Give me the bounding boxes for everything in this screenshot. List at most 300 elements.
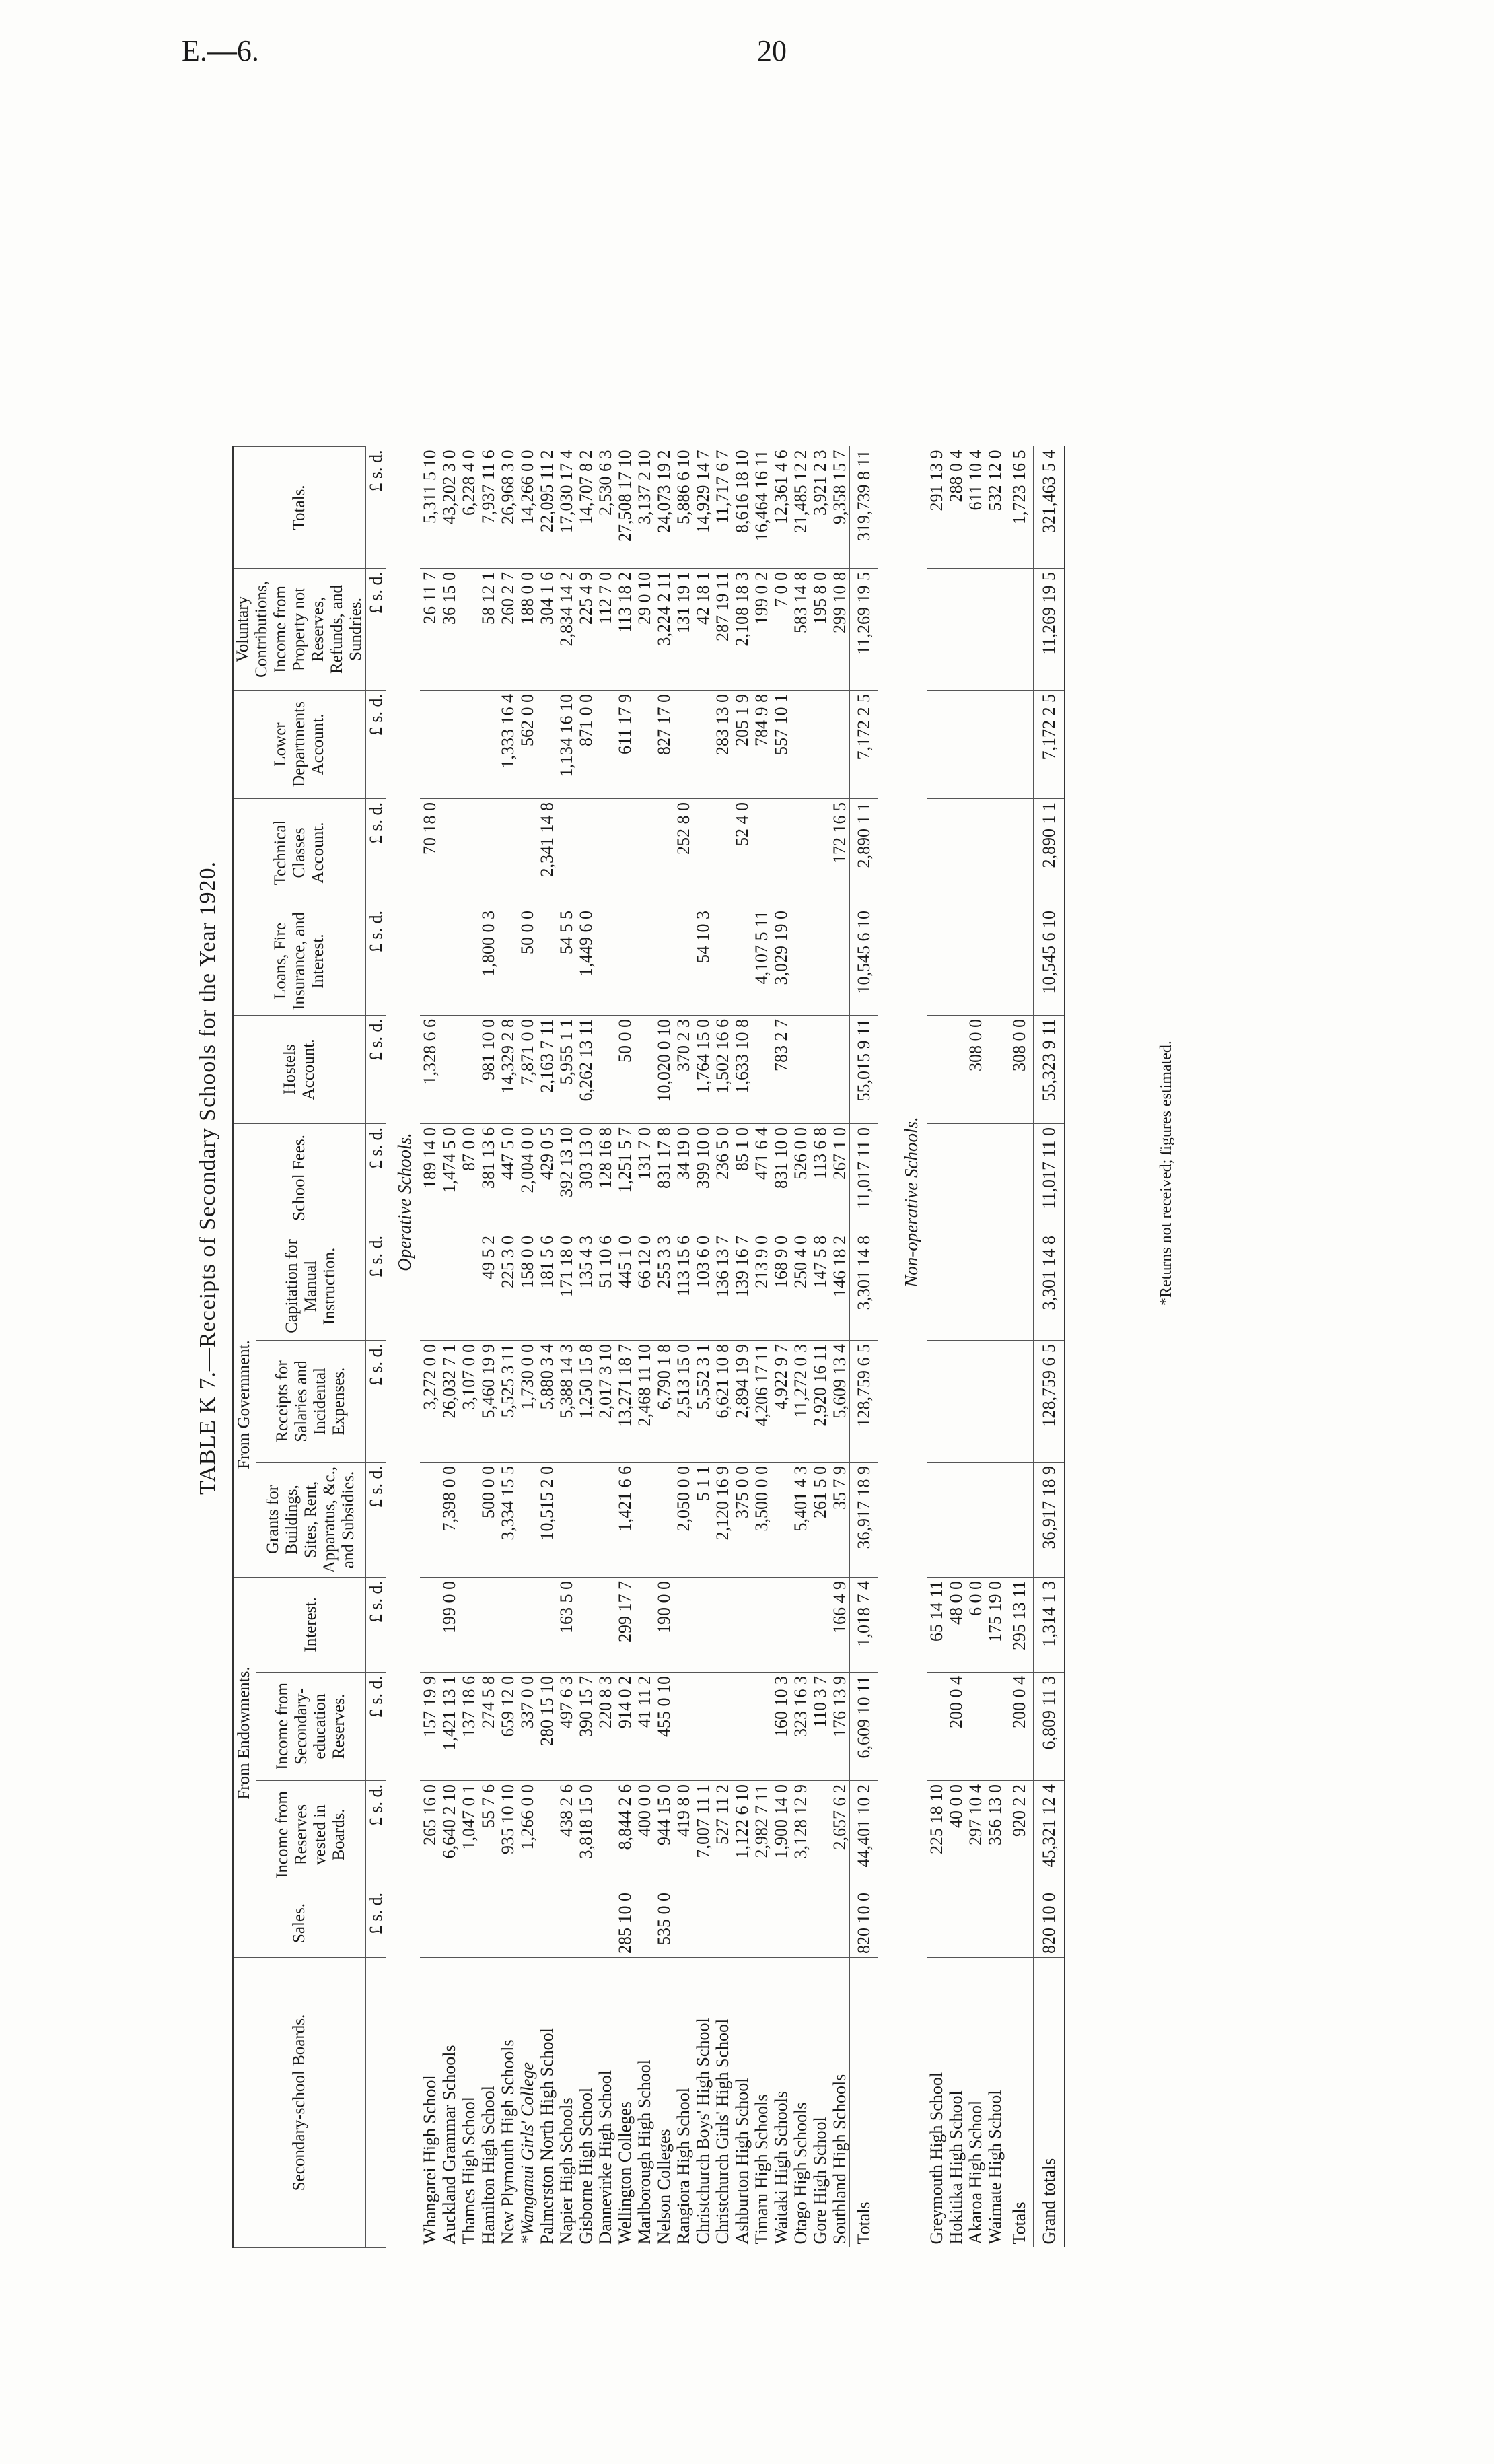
cell-reserves xyxy=(537,1781,557,1889)
cell-loans xyxy=(498,907,518,1016)
col-fees: School Fees. xyxy=(233,1124,366,1232)
cell-sales xyxy=(635,1889,654,1958)
cell-total: 22,095 11 2 xyxy=(537,447,557,569)
cell-loans xyxy=(810,907,830,1016)
cell-hostels: 370 2 3 xyxy=(674,1016,693,1124)
cell-voluntary: 299 10 8 xyxy=(830,569,850,691)
cell-fees: 85 1 0 xyxy=(732,1124,752,1232)
cell-salaries xyxy=(1005,1341,1034,1463)
cell-grants xyxy=(946,1463,966,1578)
table-row xyxy=(693,447,713,2248)
cell-capitation: 3,301 14 8 xyxy=(850,1232,878,1341)
spacer-cell xyxy=(878,447,892,2248)
cell-hostels xyxy=(810,1016,830,1124)
table-row xyxy=(615,447,635,2248)
cell-voluntary: 195 8 0 xyxy=(810,569,830,691)
table-row xyxy=(576,447,596,2248)
cell-interest xyxy=(518,1578,537,1673)
cell-sales xyxy=(459,1889,478,1958)
cell-sec_res: 659 12 0 xyxy=(498,1673,518,1781)
table-row xyxy=(498,447,518,2248)
cell-reserves: 45,321 12 4 xyxy=(1034,1781,1065,1889)
cell-fees: 11,017 11 0 xyxy=(850,1124,878,1232)
cell-salaries: 1,250 15 8 xyxy=(576,1341,596,1463)
cell-lower: 557 10 1 xyxy=(771,691,791,799)
cell-sec_res: 6,609 10 11 xyxy=(850,1673,878,1781)
cell-capitation: 103 6 0 xyxy=(693,1232,713,1341)
cell-interest xyxy=(635,1578,654,1673)
cell-technical xyxy=(791,799,810,907)
cell-grants: 36,917 18 9 xyxy=(1034,1463,1065,1578)
cell-sales xyxy=(752,1889,771,1958)
cell-voluntary: 58 12 1 xyxy=(478,569,498,691)
cell-fees xyxy=(985,1124,1005,1232)
cell-sec_res: 497 6 3 xyxy=(557,1673,576,1781)
cell-hostels: 308 0 0 xyxy=(966,1016,985,1124)
cell-reserves: 920 2 2 xyxy=(1005,1781,1034,1889)
cell-lower xyxy=(537,691,557,799)
units-row xyxy=(366,447,386,2248)
cell-fees: 34 19 0 xyxy=(674,1124,693,1232)
cell-lower xyxy=(693,691,713,799)
cell-interest: 1,314 1 3 xyxy=(1034,1578,1065,1673)
cell-interest xyxy=(674,1578,693,1673)
school-name: Southland High Schools xyxy=(830,2074,849,2245)
cell-reserves: 1,122 6 10 xyxy=(732,1781,752,1889)
cell-hostels xyxy=(791,1016,810,1124)
cell-sales: 285 10 0 xyxy=(615,1889,635,1958)
units-cell: £ s. d. xyxy=(366,1341,386,1463)
school-name: Palmerston North High School xyxy=(537,2028,557,2245)
school-name: Rangiora High School xyxy=(674,2087,693,2245)
cell-sec_res: 176 13 9 xyxy=(830,1673,850,1781)
cell-interest: 175 19 0 xyxy=(985,1578,1005,1673)
school-name: Hamilton High School xyxy=(478,2086,498,2245)
cell-sales xyxy=(596,1889,615,1958)
cell-salaries: 2,468 11 10 xyxy=(635,1341,654,1463)
cell-loans xyxy=(459,907,478,1016)
cell-voluntary: 11,269 19 5 xyxy=(850,569,878,691)
cell-capitation xyxy=(927,1232,946,1341)
cell-loans xyxy=(985,907,1005,1016)
cell-hostels xyxy=(985,1016,1005,1124)
totals-row xyxy=(850,447,878,2248)
col-loans: Loans, Fire Insurance, and Interest. xyxy=(233,907,366,1016)
cell-total: 12,361 4 6 xyxy=(771,447,791,569)
table-row xyxy=(518,447,537,2248)
cell-lower xyxy=(439,691,459,799)
cell-total: 6,228 4 0 xyxy=(459,447,478,569)
col-grants: Grants for Buildings, Sites, Rent, Apparatus, &c., and Subsidies. xyxy=(256,1463,365,1578)
cell-hostels xyxy=(596,1016,615,1124)
cell-capitation: 146 18 2 xyxy=(830,1232,850,1341)
cell-sec_res xyxy=(732,1673,752,1781)
cell-voluntary: 36 15 0 xyxy=(439,569,459,691)
cell-reserves: 2,657 6 2 xyxy=(830,1781,850,1889)
cell-reserves: 2,982 7 11 xyxy=(752,1781,771,1889)
cell-reserves: 438 2 6 xyxy=(557,1781,576,1889)
cell-capitation: 250 4 0 xyxy=(791,1232,810,1341)
cell-sales xyxy=(557,1889,576,1958)
table-row xyxy=(439,447,459,2248)
cell-voluntary: 188 0 0 xyxy=(518,569,537,691)
cell-hostels xyxy=(439,1016,459,1124)
cell-lower xyxy=(596,691,615,799)
cell-sales xyxy=(791,1889,810,1958)
cell-interest: 299 17 7 xyxy=(615,1578,635,1673)
cell-sec_res: 220 8 3 xyxy=(596,1673,615,1781)
table-caption: TABLE K 7.—Receipts of Secondary Schools for the Year 1920. xyxy=(195,860,220,1495)
cell-salaries: 5,552 3 1 xyxy=(693,1341,713,1463)
cell-interest xyxy=(732,1578,752,1673)
cell-technical: 70 18 0 xyxy=(420,799,439,907)
cell-hostels xyxy=(927,1016,946,1124)
cell-reserves: 1,900 14 0 xyxy=(771,1781,791,1889)
section-nonoperative-heading: Non-operative Schools. xyxy=(901,1117,921,1288)
table-row xyxy=(732,447,752,2248)
cell-grants xyxy=(927,1463,946,1578)
units-cell: £ s. d. xyxy=(366,1781,386,1889)
table-row xyxy=(927,447,946,2248)
cell-interest: 1,018 7 4 xyxy=(850,1578,878,1673)
school-name: New Plymouth High Schools xyxy=(498,2039,518,2245)
cell-salaries: 128,759 6 5 xyxy=(1034,1341,1065,1463)
cell-sec_res: 914 0 2 xyxy=(615,1673,635,1781)
units-cell: £ s. d. xyxy=(366,569,386,691)
cell-sales xyxy=(810,1889,830,1958)
cell-sec_res: 274 5 8 xyxy=(478,1673,498,1781)
cell-interest xyxy=(693,1578,713,1673)
cell-fees: 471 6 4 xyxy=(752,1124,771,1232)
cell-sec_res: 6,809 11 3 xyxy=(1034,1673,1065,1781)
cell-fees: 381 13 6 xyxy=(478,1124,498,1232)
cell-loans xyxy=(537,907,557,1016)
spacer-row xyxy=(878,447,892,2248)
cell-capitation xyxy=(985,1232,1005,1341)
school-name: Greymouth High School xyxy=(927,2072,946,2245)
cell-total: 21,485 12 2 xyxy=(791,447,810,569)
cell-interest xyxy=(771,1578,791,1673)
cell-total: 319,739 8 11 xyxy=(850,447,878,569)
cell-grants xyxy=(596,1463,615,1578)
units-cell: £ s. d. xyxy=(366,447,386,569)
cell-capitation: 139 16 7 xyxy=(732,1232,752,1341)
cell-sec_res: 160 10 3 xyxy=(771,1673,791,1781)
school-name: Totals xyxy=(850,1958,878,2248)
cell-technical: 252 8 0 xyxy=(674,799,693,907)
cell-interest xyxy=(420,1578,439,1673)
cell-voluntary: 2,834 14 2 xyxy=(557,569,576,691)
cell-fees: 429 0 5 xyxy=(537,1124,557,1232)
cell-sales xyxy=(420,1889,439,1958)
section-operative-heading: Operative Schools. xyxy=(394,1133,415,1271)
cell-sales xyxy=(966,1889,985,1958)
cell-voluntary: 113 18 2 xyxy=(615,569,635,691)
cell-sec_res: 323 16 3 xyxy=(791,1673,810,1781)
cell-sec_res: 200 0 4 xyxy=(946,1673,966,1781)
units-cell: £ s. d. xyxy=(366,1124,386,1232)
cell-sales xyxy=(946,1889,966,1958)
cell-grants: 3,500 0 0 xyxy=(752,1463,771,1578)
cell-loans xyxy=(615,907,635,1016)
col-sales: Sales. xyxy=(233,1889,366,1958)
col-technical: Technical Classes Account. xyxy=(233,799,366,907)
cell-technical xyxy=(810,799,830,907)
section-nonoperative-row xyxy=(892,447,927,2248)
cell-lower: 283 13 0 xyxy=(713,691,732,799)
cell-reserves: 935 10 10 xyxy=(498,1781,518,1889)
cell-loans xyxy=(713,907,732,1016)
school-name: Hokitika High School xyxy=(946,2090,966,2245)
cell-voluntary xyxy=(1005,569,1034,691)
cell-reserves: 1,266 0 0 xyxy=(518,1781,537,1889)
section-blank xyxy=(386,1958,420,2248)
cell-salaries: 13,271 18 7 xyxy=(615,1341,635,1463)
cell-grants: 5 1 1 xyxy=(693,1463,713,1578)
col-interest: Interest. xyxy=(256,1578,365,1673)
cell-fees: 11,017 11 0 xyxy=(1034,1124,1065,1232)
cell-fees xyxy=(927,1124,946,1232)
cell-lower xyxy=(459,691,478,799)
cell-hostels: 14,329 2 8 xyxy=(498,1016,518,1124)
cell-fees: 831 17 8 xyxy=(654,1124,674,1232)
cell-hostels: 50 0 0 xyxy=(615,1016,635,1124)
cell-salaries: 4,922 9 7 xyxy=(771,1341,791,1463)
cell-sales xyxy=(985,1889,1005,1958)
cell-fees: 87 0 0 xyxy=(459,1124,478,1232)
cell-lower: 611 17 9 xyxy=(615,691,635,799)
cell-loans xyxy=(791,907,810,1016)
section-operative-row xyxy=(386,447,420,2248)
cell-loans: 1,800 0 3 xyxy=(478,907,498,1016)
cell-sales: 535 0 0 xyxy=(654,1889,674,1958)
cell-grants: 3,334 15 5 xyxy=(498,1463,518,1578)
table-row xyxy=(810,447,830,2248)
units-cell: £ s. d. xyxy=(366,1578,386,1673)
school-name: Christchurch Girls' High School xyxy=(713,2018,732,2245)
cell-sales xyxy=(576,1889,596,1958)
cell-salaries: 5,460 19 9 xyxy=(478,1341,498,1463)
cell-capitation xyxy=(966,1232,985,1341)
table-row xyxy=(635,447,654,2248)
cell-lower xyxy=(830,691,850,799)
cell-sec_res xyxy=(966,1673,985,1781)
cell-sales xyxy=(713,1889,732,1958)
cell-interest: 163 5 0 xyxy=(557,1578,576,1673)
cell-fees: 1,474 5 0 xyxy=(439,1124,459,1232)
cell-total: 7,937 11 6 xyxy=(478,447,498,569)
cell-interest xyxy=(459,1578,478,1673)
cell-capitation: 49 5 2 xyxy=(478,1232,498,1341)
table-row xyxy=(557,447,576,2248)
cell-loans xyxy=(654,907,674,1016)
cell-interest: 6 0 0 xyxy=(966,1578,985,1673)
cell-hostels: 55,015 9 11 xyxy=(850,1016,878,1124)
cell-hostels xyxy=(459,1016,478,1124)
cell-salaries: 11,272 0 3 xyxy=(791,1341,810,1463)
school-name: Thames High School xyxy=(459,2096,478,2245)
school-name: Napier High Schools xyxy=(557,2097,576,2245)
cell-capitation: 136 13 7 xyxy=(713,1232,732,1341)
cell-salaries: 5,388 14 3 xyxy=(557,1341,576,1463)
cell-reserves: 419 8 0 xyxy=(674,1781,693,1889)
cell-loans xyxy=(635,907,654,1016)
cell-sales xyxy=(927,1889,946,1958)
cell-total: 26,968 3 0 xyxy=(498,447,518,569)
table-row xyxy=(674,447,693,2248)
school-name: Marlborough High School xyxy=(635,2060,654,2245)
cell-lower xyxy=(478,691,498,799)
cell-capitation xyxy=(420,1232,439,1341)
cell-loans: 1,449 6 0 xyxy=(576,907,596,1016)
col-totals: Totals. xyxy=(233,447,366,569)
cell-sec_res: 110 3 7 xyxy=(810,1673,830,1781)
table-row xyxy=(985,447,1005,2248)
school-name: Dannevirke High School xyxy=(596,2070,615,2245)
cell-sec_res: 200 0 4 xyxy=(1005,1673,1034,1781)
cell-total: 14,266 0 0 xyxy=(518,447,537,569)
cell-sec_res xyxy=(693,1673,713,1781)
cell-lower: 205 1 9 xyxy=(732,691,752,799)
cell-lower xyxy=(810,691,830,799)
cell-fees: 236 5 0 xyxy=(713,1124,732,1232)
school-name: Gisborne High School xyxy=(576,2087,596,2245)
page-number: 20 xyxy=(757,34,787,67)
cell-grants: 2,050 0 0 xyxy=(674,1463,693,1578)
cell-reserves xyxy=(596,1781,615,1889)
cell-reserves: 40 0 0 xyxy=(946,1781,966,1889)
cell-voluntary xyxy=(946,569,966,691)
cell-fees: 2,004 0 0 xyxy=(518,1124,537,1232)
cell-sales xyxy=(478,1889,498,1958)
cell-grants xyxy=(985,1463,1005,1578)
cell-fees xyxy=(1005,1124,1034,1232)
table-row xyxy=(830,447,850,2248)
footnote: *Returns not received; figures estimated. xyxy=(1158,1041,1175,1306)
cell-reserves: 225 18 10 xyxy=(927,1781,946,1889)
cell-loans xyxy=(674,907,693,1016)
cell-technical xyxy=(635,799,654,907)
units-cell: £ s. d. xyxy=(366,1463,386,1578)
cell-technical: 2,890 1 1 xyxy=(1034,799,1065,907)
cell-total: 14,707 8 2 xyxy=(576,447,596,569)
cell-capitation xyxy=(439,1232,459,1341)
cell-sec_res: 390 15 7 xyxy=(576,1673,596,1781)
cell-salaries: 4,206 17 11 xyxy=(752,1341,771,1463)
cell-total: 27,508 17 10 xyxy=(615,447,635,569)
cell-hostels xyxy=(635,1016,654,1124)
cell-sales xyxy=(498,1889,518,1958)
cell-loans xyxy=(966,907,985,1016)
col-voluntary: Voluntary Contributions, Income from Property not Reserves, Refunds, and Sundries. xyxy=(233,569,366,691)
cell-technical: 2,341 14 8 xyxy=(537,799,557,907)
units-cell: £ s. d. xyxy=(366,1232,386,1341)
cell-salaries: 3,272 0 0 xyxy=(420,1341,439,1463)
cell-lower xyxy=(674,691,693,799)
cell-technical xyxy=(596,799,615,907)
cell-grants: 7,398 0 0 xyxy=(439,1463,459,1578)
cell-interest xyxy=(576,1578,596,1673)
table-row xyxy=(478,447,498,2248)
table-row xyxy=(459,447,478,2248)
col-reserves: Income from Reserves vested in Boards. xyxy=(256,1781,365,1889)
cell-voluntary: 287 19 11 xyxy=(713,569,732,691)
table-row xyxy=(537,447,557,2248)
table-row xyxy=(713,447,732,2248)
table-row xyxy=(771,447,791,2248)
school-name: Christchurch Boys' High School xyxy=(693,2018,713,2245)
cell-total: 5,311 5 10 xyxy=(420,447,439,569)
cell-loans xyxy=(596,907,615,1016)
cell-total: 24,073 19 2 xyxy=(654,447,674,569)
cell-grants xyxy=(557,1463,576,1578)
cell-technical xyxy=(771,799,791,907)
cell-grants: 375 0 0 xyxy=(732,1463,752,1578)
school-name: Gore High School xyxy=(810,2117,830,2245)
cell-lower: 784 9 8 xyxy=(752,691,771,799)
cell-reserves: 8,844 2 6 xyxy=(615,1781,635,1889)
cell-technical xyxy=(927,799,946,907)
cell-hostels: 2,163 7 11 xyxy=(537,1016,557,1124)
rotated-table-area xyxy=(195,108,1447,2248)
cell-hostels: 1,328 6 6 xyxy=(420,1016,439,1124)
cell-sec_res xyxy=(713,1673,732,1781)
cell-lower: 7,172 2 5 xyxy=(1034,691,1065,799)
cell-salaries: 6,790 1 8 xyxy=(654,1341,674,1463)
cell-reserves: 527 11 2 xyxy=(713,1781,732,1889)
cell-technical xyxy=(1005,799,1034,907)
cell-lower: 1,134 16 10 xyxy=(557,691,576,799)
cell-technical xyxy=(576,799,596,907)
cell-grants xyxy=(518,1463,537,1578)
cell-hostels: 1,633 10 8 xyxy=(732,1016,752,1124)
cell-voluntary xyxy=(459,569,478,691)
cell-capitation: 113 15 6 xyxy=(674,1232,693,1341)
cell-sec_res: 455 0 10 xyxy=(654,1673,674,1781)
cell-fees: 267 1 0 xyxy=(830,1124,850,1232)
cell-loans xyxy=(946,907,966,1016)
cell-reserves: 3,128 12 9 xyxy=(791,1781,810,1889)
cell-reserves: 7,007 11 1 xyxy=(693,1781,713,1889)
cell-grants: 2,120 16 9 xyxy=(713,1463,732,1578)
cell-interest xyxy=(478,1578,498,1673)
document-code: E.—6. xyxy=(182,34,259,67)
cell-voluntary: 29 0 10 xyxy=(635,569,654,691)
cell-technical xyxy=(557,799,576,907)
cell-grants: 36,917 18 9 xyxy=(850,1463,878,1578)
cell-grants xyxy=(459,1463,478,1578)
cell-sec_res xyxy=(674,1673,693,1781)
receipts-table xyxy=(232,446,1065,2248)
school-name: Waimate High School xyxy=(985,2090,1005,2245)
table-row xyxy=(946,447,966,2248)
cell-voluntary: 131 19 1 xyxy=(674,569,693,691)
units-cell: £ s. d. xyxy=(366,799,386,907)
group-government: From Government. xyxy=(233,1232,256,1578)
cell-technical xyxy=(946,799,966,907)
cell-fees xyxy=(946,1124,966,1232)
units-cell: £ s. d. xyxy=(366,1673,386,1781)
cell-voluntary: 42 18 1 xyxy=(693,569,713,691)
cell-hostels: 981 10 0 xyxy=(478,1016,498,1124)
cell-sec_res: 280 15 10 xyxy=(537,1673,557,1781)
cell-sec_res xyxy=(927,1673,946,1781)
cell-loans xyxy=(732,907,752,1016)
cell-loans xyxy=(439,907,459,1016)
cell-capitation xyxy=(1005,1232,1034,1341)
cell-hostels xyxy=(830,1016,850,1124)
cell-voluntary: 2,108 18 3 xyxy=(732,569,752,691)
